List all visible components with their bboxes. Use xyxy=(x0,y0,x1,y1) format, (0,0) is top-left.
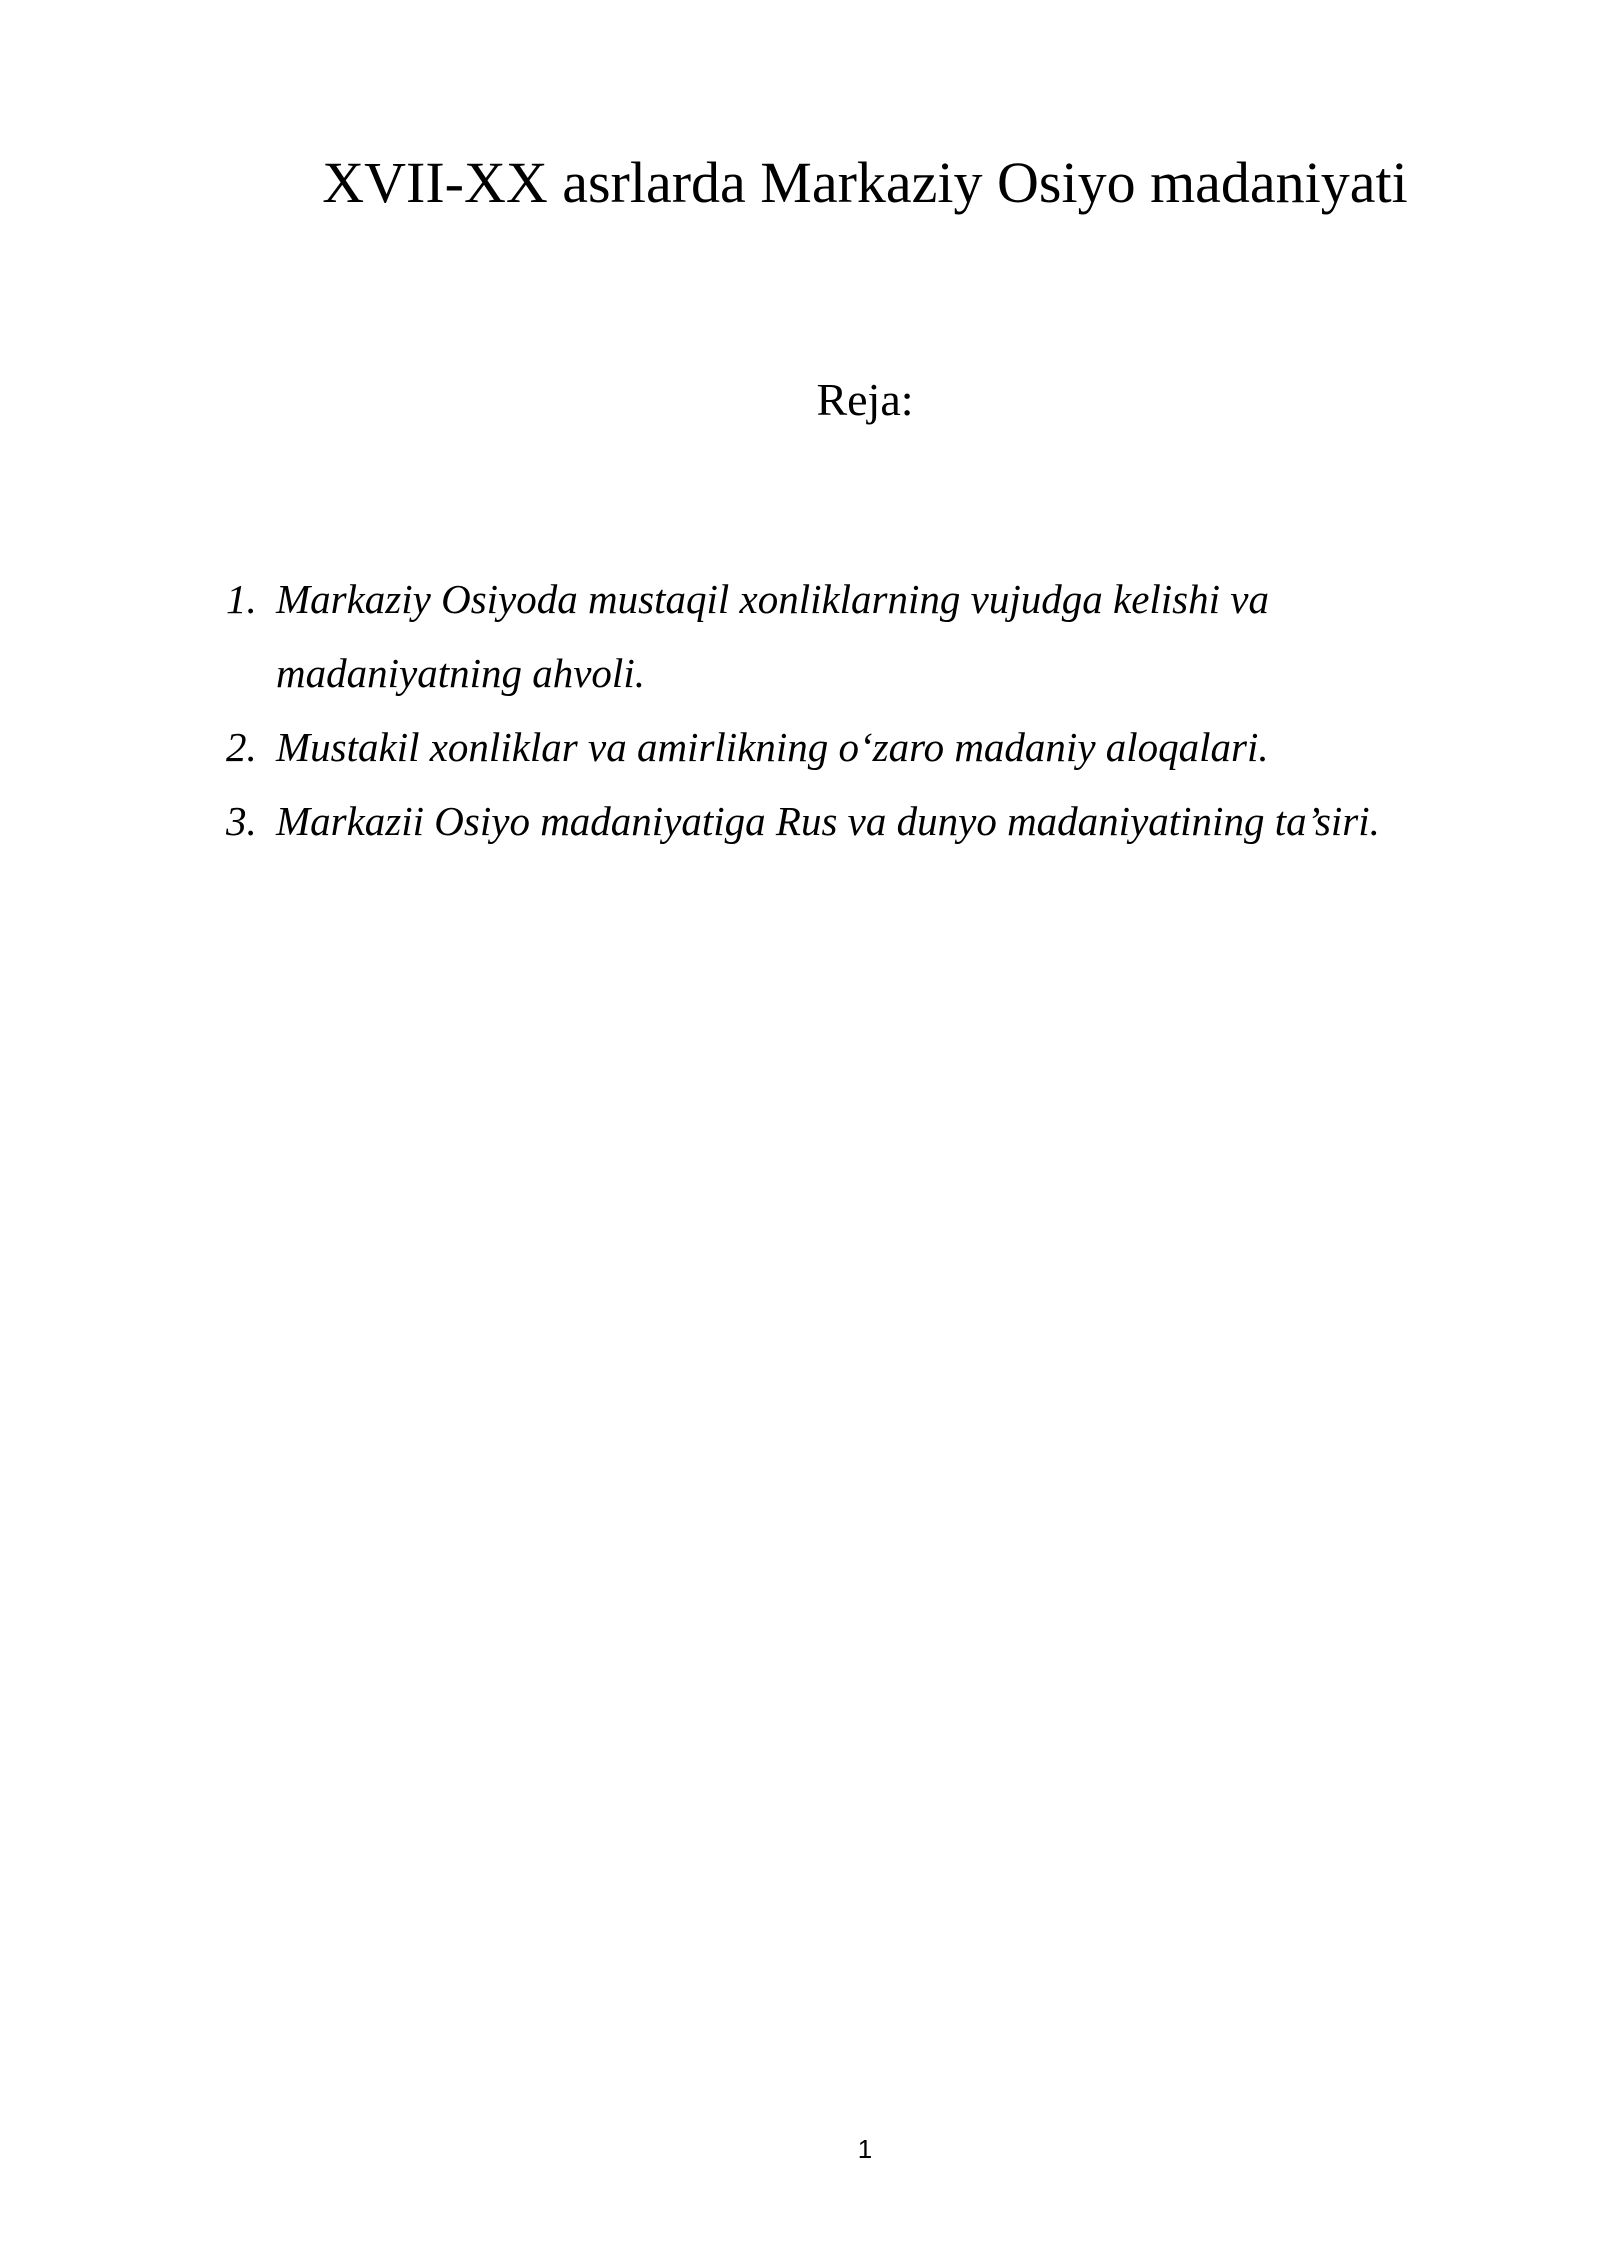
page-number: 1 xyxy=(857,2134,873,2164)
plan-item-number: 3. xyxy=(226,798,257,844)
plan-item-2 xyxy=(226,710,1476,784)
plan-item-1 xyxy=(226,562,1476,710)
plan-list xyxy=(226,562,1476,858)
plan-item-number: 1. xyxy=(226,576,257,622)
plan-item-text: Markazii Osiyo madaniyatiga Rus va dunyo madaniyatining ta’siri. xyxy=(276,798,1380,844)
plan-item-text: Markaziy Osiyoda mustaqil xonliklarning vujudga kelishi va madaniyatning ahvoli. xyxy=(276,576,1269,696)
plan-item-3 xyxy=(226,784,1476,858)
plan-item-number: 2. xyxy=(226,724,257,770)
document-title: XVII-XX asrlarda Markaziy Osiyo madaniyati xyxy=(322,150,1408,215)
plan-item-text: Mustakil xonliklar va amirlikning o‘zaro madaniy aloqalari. xyxy=(276,724,1269,770)
plan-heading: Reja: xyxy=(816,374,914,425)
